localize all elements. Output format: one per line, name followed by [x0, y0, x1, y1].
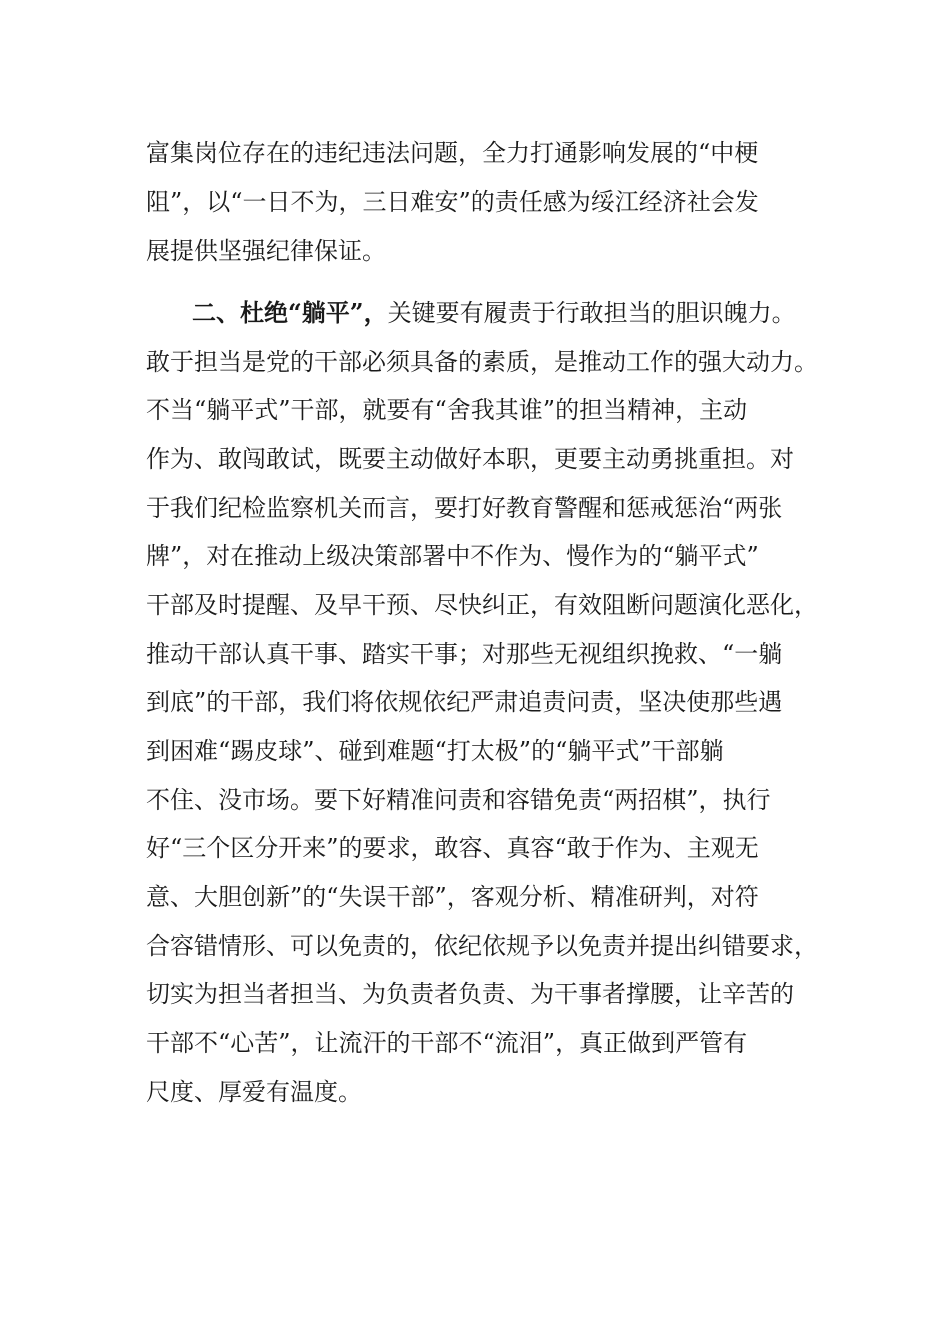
paragraph-line: 到底”的干部，我们将依规依纪严肃追责问责，坚决使那些遇	[146, 688, 783, 716]
paragraph-line: 意、大胆创新”的“失误干部”，客观分析、精准研判，对符	[146, 883, 759, 911]
paragraph-line: 好“三个区分开来”的要求，敢容、真容“敢于作为、主观无	[146, 834, 759, 862]
paragraph-line: 尺度、厚爱有温度。	[146, 1078, 362, 1106]
paragraph-line: 推动干部认真干事、踏实干事；对那些无视组织挽救、“一躺	[146, 640, 783, 668]
paragraph-line: 作为、敢闯敢试，既要主动做好本职，更要主动勇挑重担。对	[146, 445, 794, 473]
paragraph-line: 合容错情形、可以免责的，依纪依规予以免责并提出纠错要求，	[146, 932, 818, 960]
paragraph-line: 不当“躺平式”干部，就要有“舍我其谁”的担当精神，主动	[146, 396, 748, 424]
paragraph-line: 牌”，对在推动上级决策部署中不作为、慢作为的“躺平式”	[146, 542, 759, 570]
section-heading: 二、杜绝“躺平”，	[192, 298, 388, 327]
section-heading-rest: 关键要有履责于行敢担当的胆识魄力。	[387, 299, 796, 327]
paragraph-line: 于我们纪检监察机关而言，要打好教育警醒和惩戒惩治“两张	[146, 494, 783, 522]
section-heading-line	[192, 289, 796, 337]
paragraph-line: 敢于担当是党的干部必须具备的素质，是推动工作的强大动力。	[146, 348, 818, 376]
paragraph-line: 切实为担当者担当、为负责者负责、为干事者撑腰，让辛苦的	[146, 980, 794, 1008]
paragraph-line: 展提供坚强纪律保证。	[146, 237, 386, 265]
paragraph-line: 富集岗位存在的违纪违法问题，全力打通影响发展的“中梗	[146, 139, 759, 167]
paragraph-line: 不住、没市场。要下好精准问责和容错免责“两招棋”，执行	[146, 786, 771, 814]
paragraph-line: 干部不“心苦”，让流汗的干部不“流泪”，真正做到严管有	[146, 1029, 748, 1057]
paragraph-line: 干部及时提醒、及早干预、尽快纠正，有效阻断问题演化恶化，	[146, 591, 818, 619]
paragraph-line: 到困难“踢皮球”、碰到难题“打太极”的“躺平式”干部躺	[146, 737, 724, 765]
paragraph-line: 阻”，以“一日不为，三日难安”的责任感为绥江经济社会发	[146, 188, 759, 216]
